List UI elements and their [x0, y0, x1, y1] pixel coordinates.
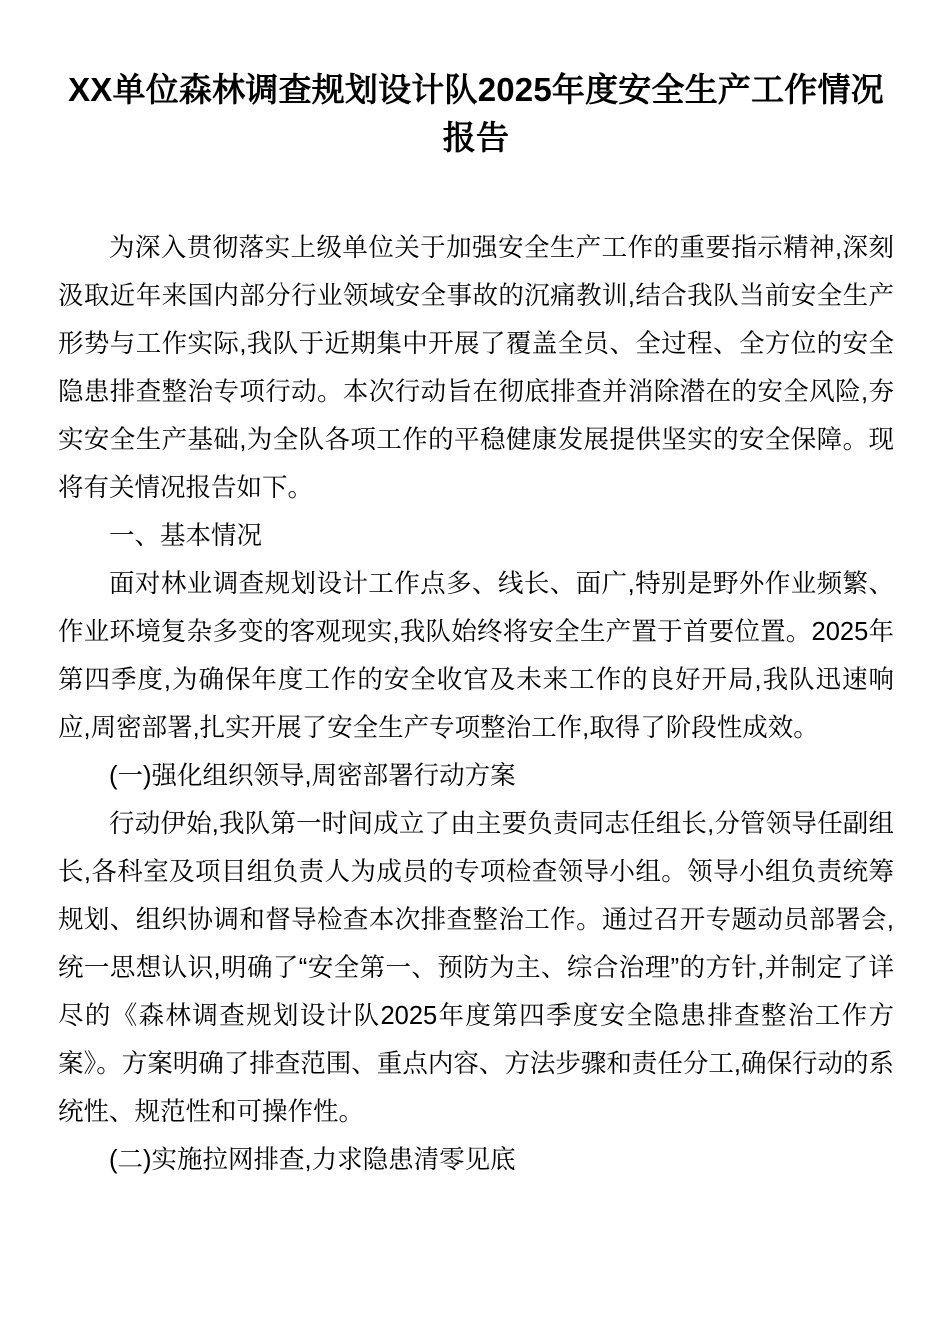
- document-body: [58, 0, 894, 1184]
- page-title: XX单位森林调查规划设计队2025年度安全生产工作情况报告: [68, 71, 884, 156]
- paragraph-subsection-1-body: 行动伊始,我队第一时间成立了由主要负责同志任组长,分管领导任副组长,各科室及项目组负责人为成员的专项检查领导小组。领导小组负责统筹规划、组织协调和督导检查本次排查整治工作。通过召开专题动员部署会,统一思想认识,明确了“安全第一、预防为主、综合治理”的方针,并制定了详尽的《森林调查规划设计队2025年度第四季度安全隐患排查整治工作方案》。方案明确了排查范围、重点内容、方法步骤和责任分工,确保行动的系统性、规范性和可操作性。: [58, 810, 894, 1126]
- subsection-heading-1: (一)强化组织领导,周密部署行动方案: [109, 762, 516, 790]
- paragraph-opening: 为深入贯彻落实上级单位关于加强安全生产工作的重要指示精神,深刻汲取近年来国内部分行业领域安全事故的沉痛教训,结合我队当前安全生产形势与工作实际,我队于近期集中开展了覆盖全员、全过程、全方位的安全隐患排查整治专项行动。本次行动旨在彻底排查并消除潜在的安全风险,夯实安全生产基础,为全队各项工作的平稳健康发展提供坚实的安全保障。现将有关情况报告如下。: [58, 234, 894, 502]
- title-body-spacer: [58, 162, 894, 224]
- paragraph-section-1-body: 面对林业调查规划设计工作点多、线长、面广,特别是野外作业频繁、作业环境复杂多变的客观现实,我队始终将安全生产置于首要位置。2025年第四季度,为确保年度工作的安全收官及未来工作的良好开局,我队迅速响应,周密部署,扎实开展了安全生产专项整治工作,取得了阶段性成效。: [58, 570, 894, 742]
- subsection-heading-2: (二)实施拉网排查,力求隐患清零见底: [109, 1146, 516, 1174]
- section-heading-1: 一、基本情况: [109, 522, 263, 550]
